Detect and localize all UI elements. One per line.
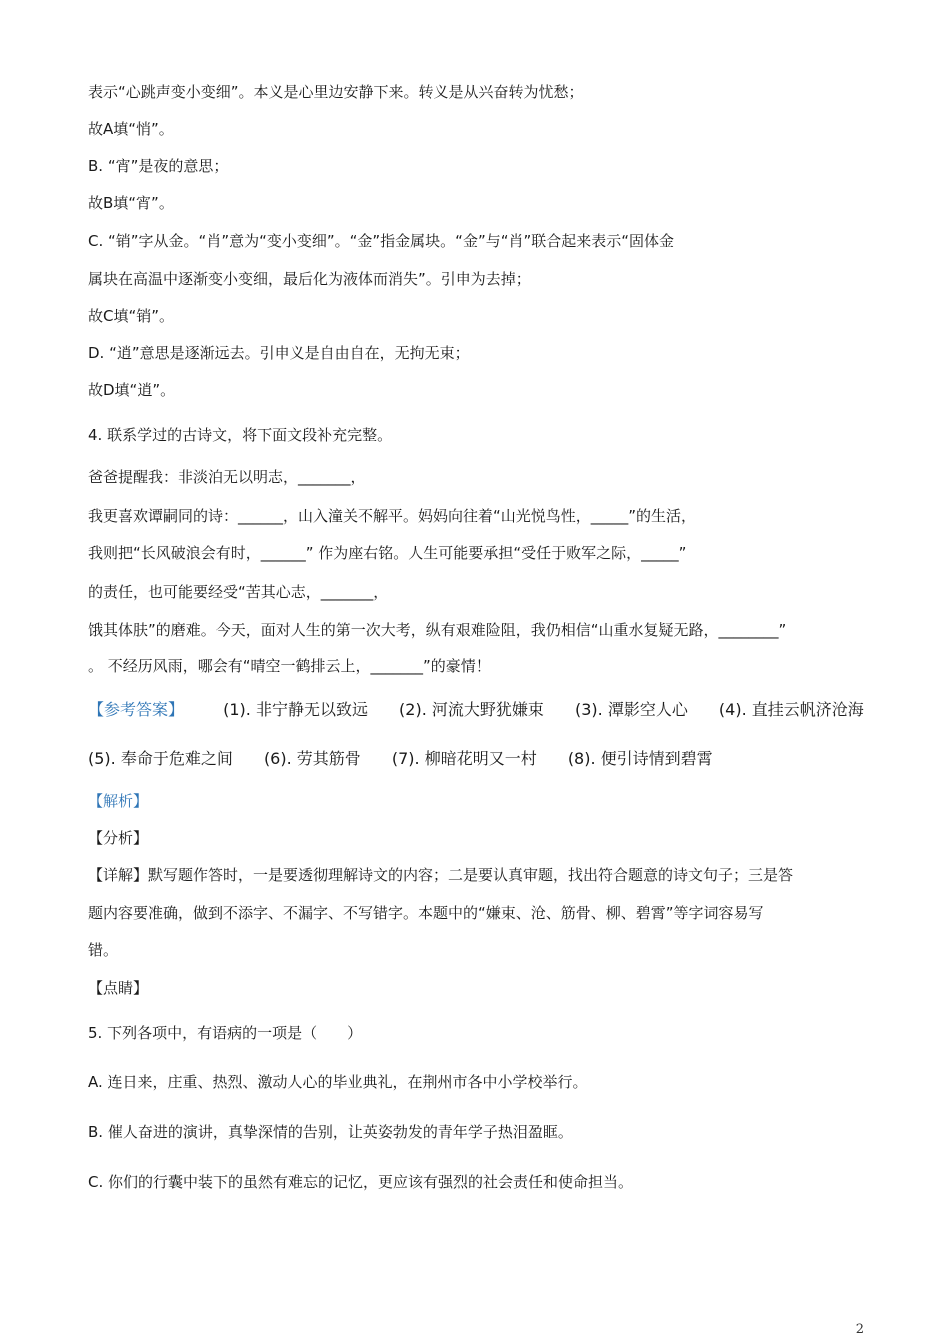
question-4-stem: 4. 联系学过的古诗文，将下面文段补充完整。 xyxy=(88,426,393,444)
answer-item: (6). 劳其筋骨 xyxy=(263,749,361,768)
passage-line: 我更喜欢谭嗣同的诗：______，山入潼关不解平。妈妈向往着“山光悦鸟性，_____”的生活， xyxy=(88,507,697,525)
text-line: 故C填“销”。 xyxy=(88,307,175,325)
passage-line: 的责任，也可能要经受“苦其心志，_______， xyxy=(88,583,389,601)
fenxi-label: 【分析】 xyxy=(88,829,149,847)
text-line: B. “宵”是夜的意思； xyxy=(88,157,229,175)
page-number: 2 xyxy=(855,1322,864,1337)
option-c: C. 你们的行囊中装下的虽然有难忘的记忆，更应该有强烈的社会责任和使命担当。 xyxy=(88,1173,634,1191)
analysis-label: 【解析】 xyxy=(88,792,149,810)
answer-row-2 xyxy=(88,748,713,770)
option-a: A. 连日来，庄重、热烈、激动人心的毕业典礼，在荆州市各中小学校举行。 xyxy=(88,1073,588,1091)
text-line: 故D填“逍”。 xyxy=(88,381,176,399)
answer-item: (7). 柳暗花明又一村 xyxy=(391,749,537,768)
detail-line: 题内容要准确，做到不添字、不漏字、不写错字。本题中的“嫌束、沧、筋骨、柳、碧霄”等字词容易写 xyxy=(88,904,764,922)
passage-line: 饿其体肤”的磨难。今天，面对人生的第一次大考，纵有艰难险阻，我仍相信“山重水复疑无路，________” xyxy=(88,621,787,639)
passage-line: 。 不经历风雨，哪会有“晴空一鹤排云上，_______”的豪情！ xyxy=(88,657,491,675)
answer-item: (3). 潭影空人心 xyxy=(574,700,688,719)
passage-line: 爸爸提醒我：非淡泊无以明志，_______， xyxy=(88,468,366,486)
answer-label: 【参考答案】 xyxy=(88,700,185,719)
detail-line: 【详解】默写题作答时，一是要透彻理解诗文的内容；二是要认真审题，找出符合题意的诗文句子；三是答 xyxy=(88,866,794,884)
text-line: D. “逍”意思是逐渐远去。引申义是自由自在，无拘无束； xyxy=(88,344,470,362)
text-line: 属块在高温中逐渐变小变细，最后化为液体而消失”。引申为去掉； xyxy=(88,270,531,288)
answer-item: (4). 直挂云帆济沧海 xyxy=(718,700,864,719)
text-line: 故A填“悄”。 xyxy=(88,120,174,138)
detail-line: 错。 xyxy=(88,941,119,959)
option-b: B. 催人奋进的演讲，真挚深情的告别，让英姿勃发的青年学子热泪盈眶。 xyxy=(88,1123,573,1141)
text-line: 故B填“宵”。 xyxy=(88,194,174,212)
answer-item: (2). 河流大野犹嫌束 xyxy=(399,700,544,719)
text-line: 表示“心跳声变小变细”。本义是心里边安静下来。转义是从兴奋转为忧愁； xyxy=(88,83,584,101)
answer-item: (8). 便引诗情到碧霄 xyxy=(567,749,713,768)
answer-item: (5). 奉命于危难之间 xyxy=(88,749,233,768)
dianjing-label: 【点睛】 xyxy=(88,979,149,997)
text-line: C. “销”字从金。“肖”意为“变小变细”。“金”指金属块。“金”与“肖”联合起来表示“固体金 xyxy=(88,232,675,250)
passage-line: 我则把“长风破浪会有时，______” 作为座右铭。人生可能要承担“受任于败军之际，_____” xyxy=(88,544,687,562)
question-5-stem: 5. 下列各项中，有语病的一项是（ ） xyxy=(88,1024,363,1042)
answer-item: (1). 非宁静无以致远 xyxy=(223,700,368,719)
answer-row-1 xyxy=(88,699,864,721)
